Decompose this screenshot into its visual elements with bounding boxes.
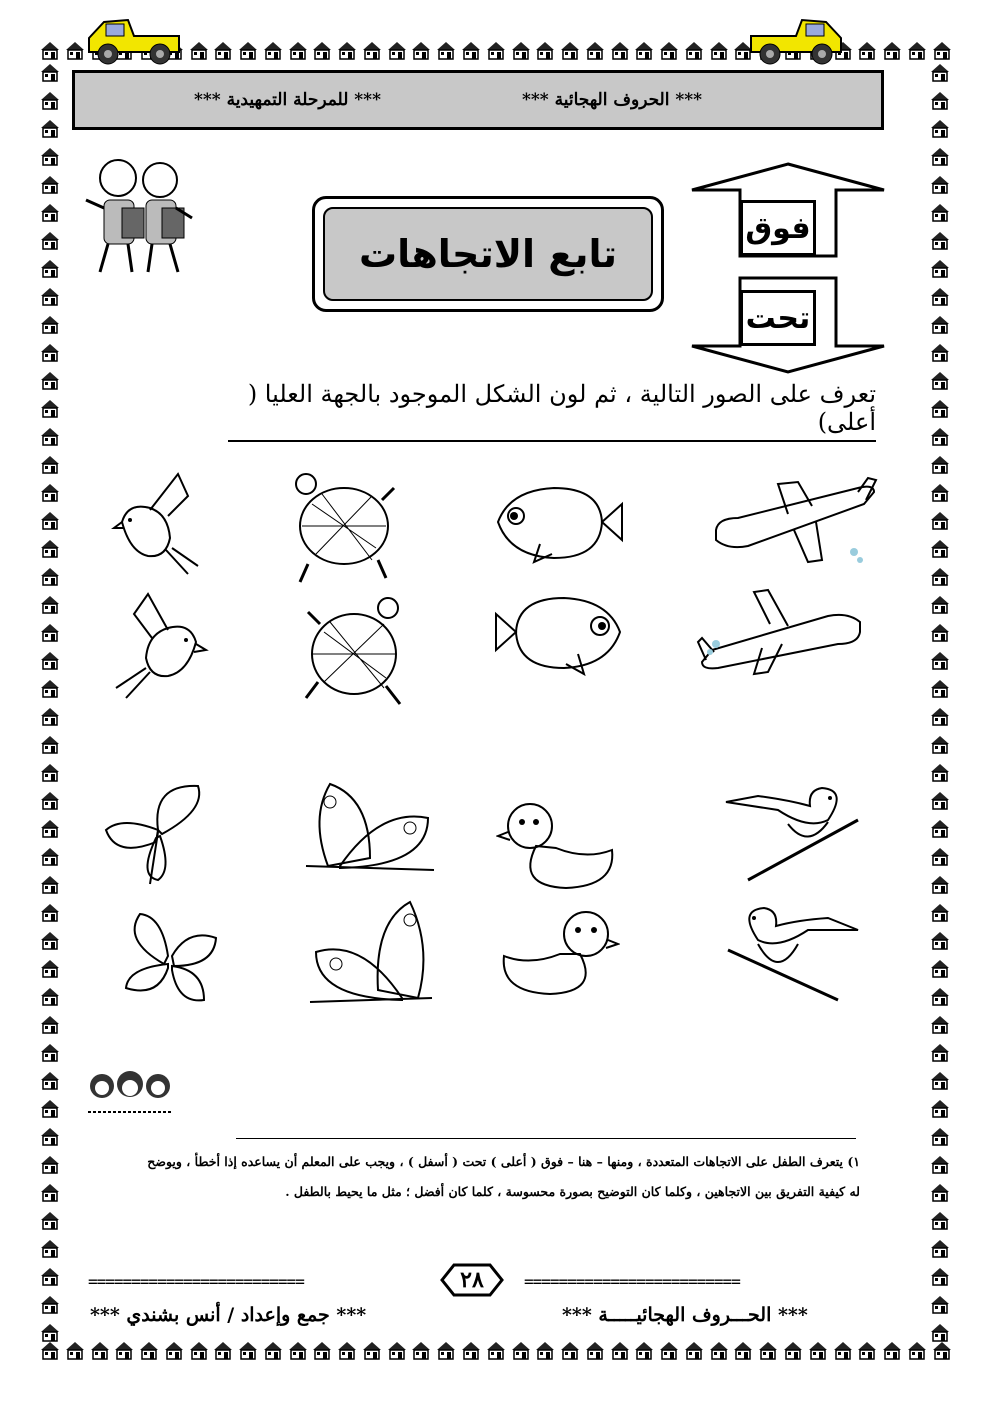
house-icon bbox=[930, 734, 950, 754]
house-icon bbox=[930, 790, 950, 810]
house-icon bbox=[263, 40, 283, 60]
house-icon bbox=[40, 40, 60, 60]
house-icon bbox=[932, 1340, 952, 1360]
house-icon bbox=[40, 566, 60, 586]
house-icon bbox=[930, 1266, 950, 1286]
house-icon bbox=[238, 1340, 258, 1360]
house-icon bbox=[40, 1098, 60, 1118]
house-icon bbox=[40, 594, 60, 614]
house-icon bbox=[40, 1182, 60, 1202]
sparrow-icon bbox=[718, 780, 860, 884]
house-icon bbox=[40, 118, 60, 138]
house-icon bbox=[930, 370, 950, 390]
footer-separator-left: ========================= bbox=[88, 1272, 304, 1291]
house-icon bbox=[436, 40, 456, 60]
page-title: تابع الاتجاهات bbox=[323, 207, 653, 301]
house-icon bbox=[930, 146, 950, 166]
house-icon bbox=[930, 314, 950, 334]
house-icon bbox=[337, 1340, 357, 1360]
house-icon bbox=[930, 538, 950, 558]
house-icon bbox=[40, 1126, 60, 1146]
house-icon bbox=[930, 62, 950, 82]
truck-icon bbox=[84, 8, 184, 66]
house-icon bbox=[930, 1098, 950, 1118]
house-icon bbox=[40, 1154, 60, 1174]
house-icon bbox=[930, 342, 950, 362]
truck-icon bbox=[746, 8, 846, 66]
house-icon bbox=[808, 1340, 828, 1360]
house-icon bbox=[40, 538, 60, 558]
butterfly-icon bbox=[118, 910, 222, 1008]
house-icon bbox=[40, 370, 60, 390]
border-bottom bbox=[40, 1340, 952, 1362]
house-icon bbox=[40, 650, 60, 670]
house-icon bbox=[930, 202, 950, 222]
butterfly-icon bbox=[300, 778, 440, 888]
house-icon bbox=[930, 1294, 950, 1314]
house-icon bbox=[930, 258, 950, 278]
house-icon bbox=[40, 454, 60, 474]
footnote-separator bbox=[236, 1138, 856, 1139]
house-icon bbox=[40, 202, 60, 222]
bird-icon bbox=[108, 466, 204, 582]
house-icon bbox=[461, 1340, 481, 1360]
house-icon bbox=[930, 510, 950, 530]
house-icon bbox=[213, 40, 233, 60]
bird-icon bbox=[106, 588, 210, 706]
airplane-icon bbox=[696, 582, 868, 678]
house-icon bbox=[634, 1340, 654, 1360]
house-icon bbox=[907, 40, 927, 60]
house-icon bbox=[833, 1340, 853, 1360]
house-icon bbox=[387, 40, 407, 60]
house-icon bbox=[882, 40, 902, 60]
house-icon bbox=[288, 40, 308, 60]
house-icon bbox=[560, 40, 580, 60]
footer-separator-right: ========================= bbox=[524, 1272, 740, 1291]
house-icon bbox=[90, 1340, 110, 1360]
house-icon bbox=[65, 1340, 85, 1360]
butterfly-icon bbox=[102, 780, 214, 886]
house-icon bbox=[930, 818, 950, 838]
house-icon bbox=[40, 622, 60, 642]
house-icon bbox=[684, 1340, 704, 1360]
house-icon bbox=[930, 874, 950, 894]
fish-icon bbox=[490, 478, 626, 566]
house-icon bbox=[930, 1322, 950, 1342]
house-icon bbox=[387, 1340, 407, 1360]
house-icon bbox=[40, 930, 60, 950]
house-icon bbox=[40, 286, 60, 306]
house-icon bbox=[930, 90, 950, 110]
butterfly-icon bbox=[306, 898, 436, 1016]
house-icon bbox=[709, 1340, 729, 1360]
house-icon bbox=[930, 622, 950, 642]
house-icon bbox=[436, 1340, 456, 1360]
house-icon bbox=[40, 342, 60, 362]
house-icon bbox=[65, 40, 85, 60]
house-icon bbox=[535, 1340, 555, 1360]
title-frame bbox=[312, 196, 664, 312]
house-icon bbox=[930, 986, 950, 1006]
house-icon bbox=[733, 1340, 753, 1360]
house-icon bbox=[40, 258, 60, 278]
house-icon bbox=[337, 40, 357, 60]
down-label: تحت bbox=[740, 290, 816, 346]
house-icon bbox=[362, 40, 382, 60]
house-icon bbox=[930, 930, 950, 950]
airplane-icon bbox=[708, 474, 880, 574]
house-icon bbox=[930, 594, 950, 614]
house-icon bbox=[362, 1340, 382, 1360]
house-icon bbox=[930, 398, 950, 418]
house-icon bbox=[411, 1340, 431, 1360]
house-icon bbox=[213, 1340, 233, 1360]
house-icon bbox=[659, 40, 679, 60]
house-icon bbox=[40, 846, 60, 866]
house-icon bbox=[634, 40, 654, 60]
footnote-line-1: ١) يتعرف الطفل على الاتجاهات المتعددة ، ومنها – هنا – فوق ( أعلى ) تحت ( أسفل ) ، ويجب على المعلم أن يساعده إذا أخطأ ، ويوضح bbox=[147, 1154, 860, 1169]
house-icon bbox=[930, 230, 950, 250]
house-icon bbox=[40, 818, 60, 838]
house-icon bbox=[40, 734, 60, 754]
footer-subject: *** الحـــروف الهجائيـــــة *** bbox=[562, 1304, 808, 1326]
house-icon bbox=[40, 1340, 60, 1360]
house-icon bbox=[312, 1340, 332, 1360]
turtle-icon bbox=[300, 588, 410, 712]
house-icon bbox=[535, 40, 555, 60]
house-icon bbox=[40, 314, 60, 334]
house-icon bbox=[263, 1340, 283, 1360]
house-icon bbox=[930, 482, 950, 502]
turtle-icon bbox=[282, 464, 402, 588]
house-icon bbox=[907, 1340, 927, 1360]
house-icon bbox=[40, 510, 60, 530]
house-icon bbox=[40, 1014, 60, 1034]
house-icon bbox=[585, 40, 605, 60]
house-icon bbox=[930, 1210, 950, 1230]
house-icon bbox=[659, 1340, 679, 1360]
kids-faces-icon bbox=[84, 1066, 176, 1116]
house-icon bbox=[40, 230, 60, 250]
house-icon bbox=[783, 1340, 803, 1360]
house-icon bbox=[930, 454, 950, 474]
house-icon bbox=[411, 40, 431, 60]
house-icon bbox=[40, 1042, 60, 1062]
house-icon bbox=[40, 90, 60, 110]
house-icon bbox=[40, 398, 60, 418]
house-icon bbox=[930, 1126, 950, 1146]
house-icon bbox=[930, 762, 950, 782]
house-icon bbox=[930, 846, 950, 866]
house-icon bbox=[930, 286, 950, 306]
house-icon bbox=[40, 678, 60, 698]
house-icon bbox=[930, 426, 950, 446]
house-icon bbox=[930, 1154, 950, 1174]
house-icon bbox=[288, 1340, 308, 1360]
instruction-text: تعرف على الصور التالية ، ثم لون الشكل الموجود بالجهة العليا ( أعلى) bbox=[228, 380, 876, 442]
house-icon bbox=[238, 40, 258, 60]
house-icon bbox=[40, 1210, 60, 1230]
house-icon bbox=[930, 174, 950, 194]
house-icon bbox=[930, 678, 950, 698]
house-icon bbox=[486, 1340, 506, 1360]
house-icon bbox=[930, 118, 950, 138]
house-icon bbox=[882, 1340, 902, 1360]
border-right bbox=[930, 62, 952, 1342]
sparrow-icon bbox=[718, 900, 866, 1004]
house-icon bbox=[40, 146, 60, 166]
header-subject-text: *** الحروف الهجائية *** bbox=[522, 90, 703, 110]
house-icon bbox=[857, 1340, 877, 1360]
house-icon bbox=[930, 958, 950, 978]
border-left bbox=[40, 62, 62, 1342]
house-icon bbox=[930, 1182, 950, 1202]
house-icon bbox=[930, 1014, 950, 1034]
fish-icon bbox=[492, 586, 628, 678]
house-icon bbox=[932, 40, 952, 60]
house-icon bbox=[40, 482, 60, 502]
duck-icon bbox=[498, 904, 620, 1002]
house-icon bbox=[511, 40, 531, 60]
house-icon bbox=[312, 40, 332, 60]
house-icon bbox=[930, 1238, 950, 1258]
house-icon bbox=[930, 566, 950, 586]
house-icon bbox=[114, 1340, 134, 1360]
page-number: ٢٨ bbox=[460, 1267, 484, 1293]
house-icon bbox=[164, 1340, 184, 1360]
house-icon bbox=[40, 1322, 60, 1342]
house-icon bbox=[585, 1340, 605, 1360]
house-icon bbox=[40, 986, 60, 1006]
house-icon bbox=[40, 174, 60, 194]
house-icon bbox=[40, 426, 60, 446]
house-icon bbox=[40, 762, 60, 782]
footer-author: *** جمع وإعداد / أنس بشندي *** bbox=[90, 1304, 367, 1326]
house-icon bbox=[40, 1266, 60, 1286]
house-icon bbox=[461, 40, 481, 60]
house-icon bbox=[189, 40, 209, 60]
house-icon bbox=[930, 902, 950, 922]
house-icon bbox=[40, 1070, 60, 1090]
house-icon bbox=[684, 40, 704, 60]
header-stage-text: *** للمرحلة التمهيدية *** bbox=[194, 90, 381, 110]
house-icon bbox=[40, 874, 60, 894]
house-icon bbox=[758, 1340, 778, 1360]
house-icon bbox=[40, 958, 60, 978]
house-icon bbox=[40, 790, 60, 810]
house-icon bbox=[930, 1042, 950, 1062]
house-icon bbox=[709, 40, 729, 60]
footnote-line-2: له كيفية التفريق بين الاتجاهين ، وكلما كان التوضيح بصورة محسوسة ، كلما كان أفضل ؛ مثل ما يحيط بالطفل . bbox=[285, 1184, 860, 1199]
house-icon bbox=[930, 706, 950, 726]
house-icon bbox=[486, 40, 506, 60]
house-icon bbox=[610, 1340, 630, 1360]
house-icon bbox=[40, 902, 60, 922]
house-icon bbox=[139, 1340, 159, 1360]
duck-icon bbox=[496, 796, 618, 896]
house-icon bbox=[857, 40, 877, 60]
house-icon bbox=[40, 62, 60, 82]
children-illustration bbox=[78, 148, 198, 278]
house-icon bbox=[930, 650, 950, 670]
house-icon bbox=[560, 1340, 580, 1360]
house-icon bbox=[40, 706, 60, 726]
up-label: فوق bbox=[740, 200, 816, 256]
house-icon bbox=[40, 1238, 60, 1258]
house-icon bbox=[610, 40, 630, 60]
house-icon bbox=[930, 1070, 950, 1090]
house-icon bbox=[40, 1294, 60, 1314]
house-icon bbox=[189, 1340, 209, 1360]
house-icon bbox=[511, 1340, 531, 1360]
